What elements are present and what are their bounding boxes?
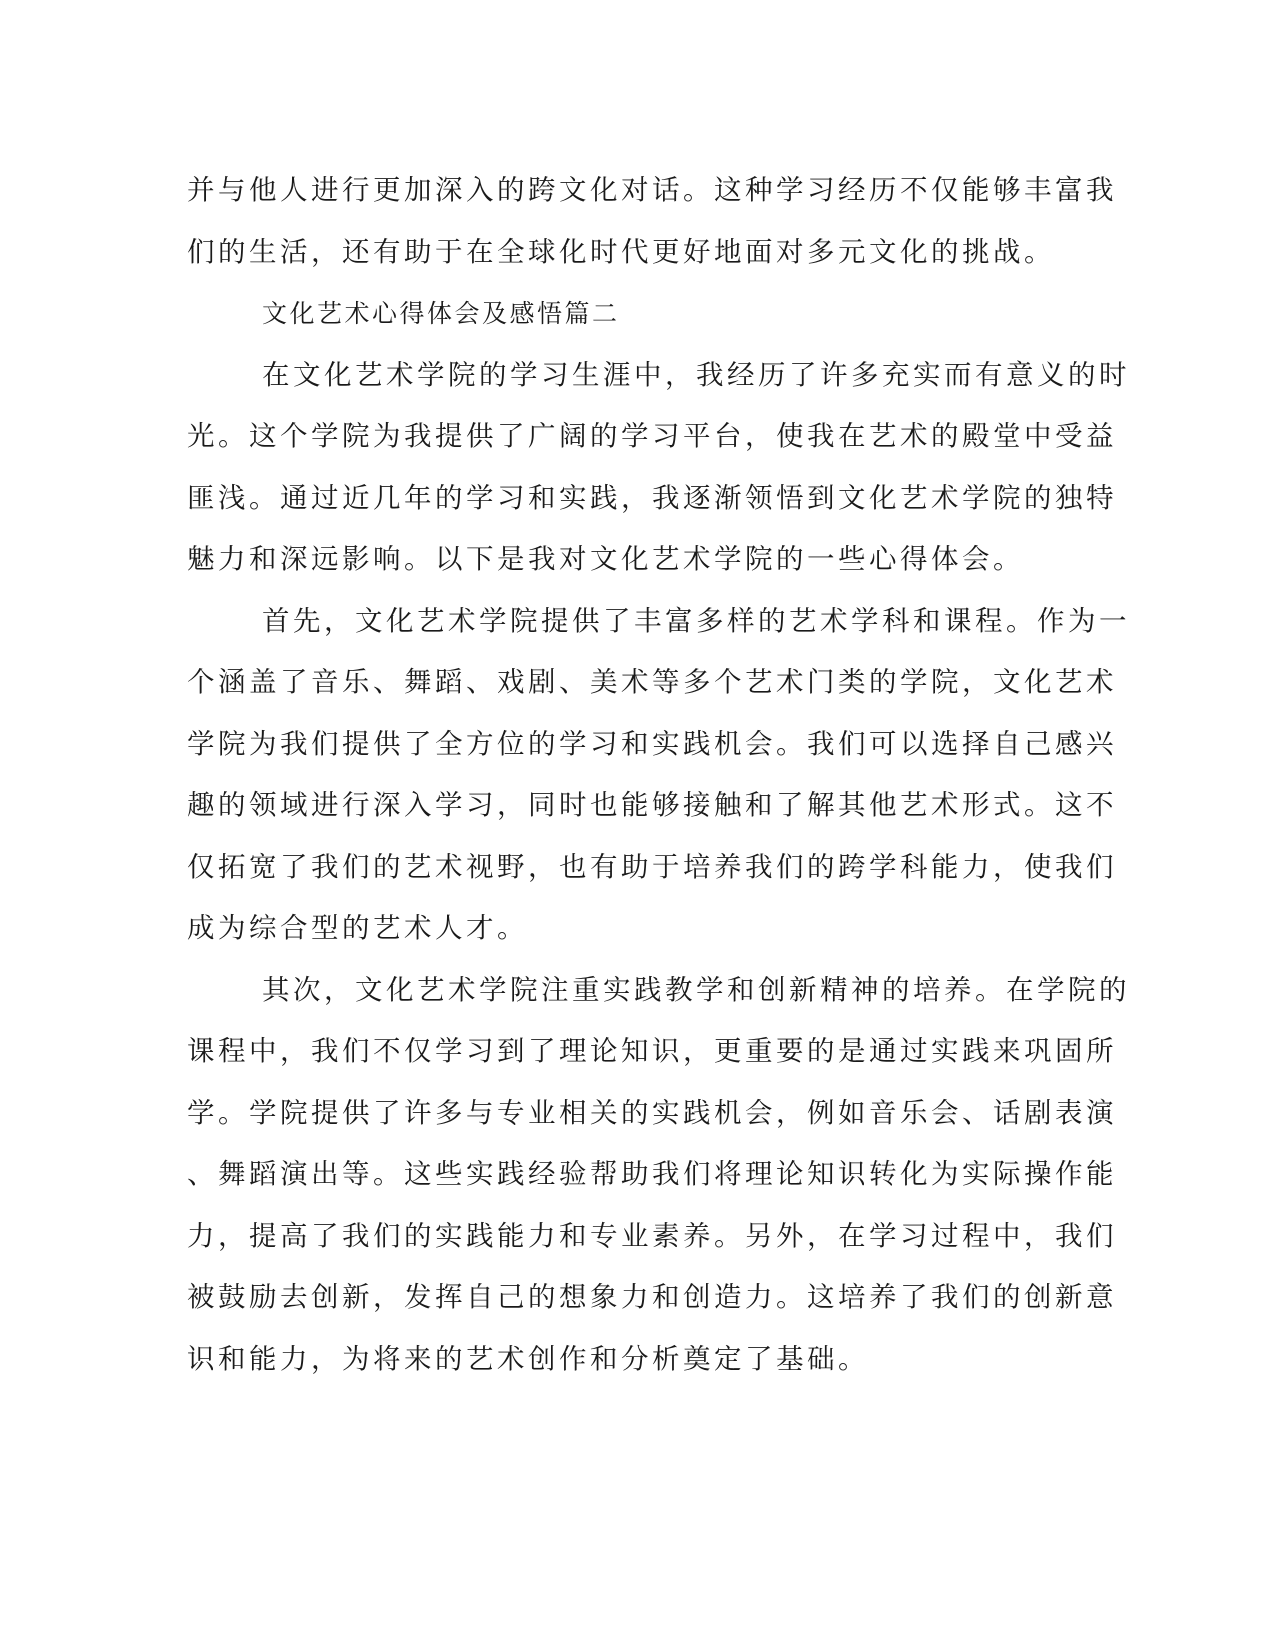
paragraph-line: 们的生活，还有助于在全球化时代更好地面对多元文化的挑战。 — [187, 235, 1055, 268]
paragraph-line: 并与他人进行更加深入的跨文化对话。这种学习经历不仅能够丰富我 — [187, 174, 1117, 206]
paragraph-line: 、舞蹈演出等。这些实践经验帮助我们将理论知识转化为实际操作能 — [187, 1158, 1117, 1190]
paragraph-line: 匪浅。通过近几年的学习和实践，我逐渐领悟到文化艺术学院的独特 — [187, 481, 1117, 514]
paragraph-line: 趣的领域进行深入学习，同时也能够接触和了解其他艺术形式。这不 — [187, 789, 1117, 821]
paragraph-line: 在文化艺术学院的学习生涯中，我经历了许多充实而有意义的时 — [262, 358, 1130, 391]
section-heading: 文化艺术心得体会及感悟篇二 — [262, 299, 620, 328]
paragraph-line: 课程中，我们不仅学习到了理论知识，更重要的是通过实践来巩固所 — [187, 1035, 1117, 1067]
paragraph-line: 首先，文化艺术学院提供了丰富多样的艺术学科和课程。作为一 — [262, 604, 1130, 637]
paragraph-line: 其次，文化艺术学院注重实践教学和创新精神的培养。在学院的 — [262, 973, 1130, 1006]
document-body — [187, 160, 1130, 1390]
paragraph-line: 学。学院提供了许多与专业相关的实践机会，例如音乐会、话剧表演 — [187, 1096, 1117, 1129]
paragraph-line: 识和能力，为将来的艺术创作和分析奠定了基础。 — [187, 1342, 869, 1375]
paragraph-line: 仅拓宽了我们的艺术视野，也有助于培养我们的跨学科能力，使我们 — [187, 850, 1117, 883]
paragraph-line: 个涵盖了音乐、舞蹈、戏剧、美术等多个艺术门类的学院，文化艺术 — [187, 666, 1117, 698]
paragraph-line: 光。这个学院为我提供了广阔的学习平台，使我在艺术的殿堂中受益 — [187, 420, 1117, 452]
paragraph-line: 被鼓励去创新，发挥自己的想象力和创造力。这培养了我们的创新意 — [187, 1281, 1117, 1313]
paragraph-line: 魅力和深远影响。以下是我对文化艺术学院的一些心得体会。 — [187, 543, 1024, 575]
paragraph-line: 成为综合型的艺术人才。 — [187, 912, 528, 944]
paragraph-line: 学院为我们提供了全方位的学习和实践机会。我们可以选择自己感兴 — [187, 727, 1117, 760]
paragraph-line: 力，提高了我们的实践能力和专业素养。另外，在学习过程中，我们 — [187, 1219, 1117, 1252]
